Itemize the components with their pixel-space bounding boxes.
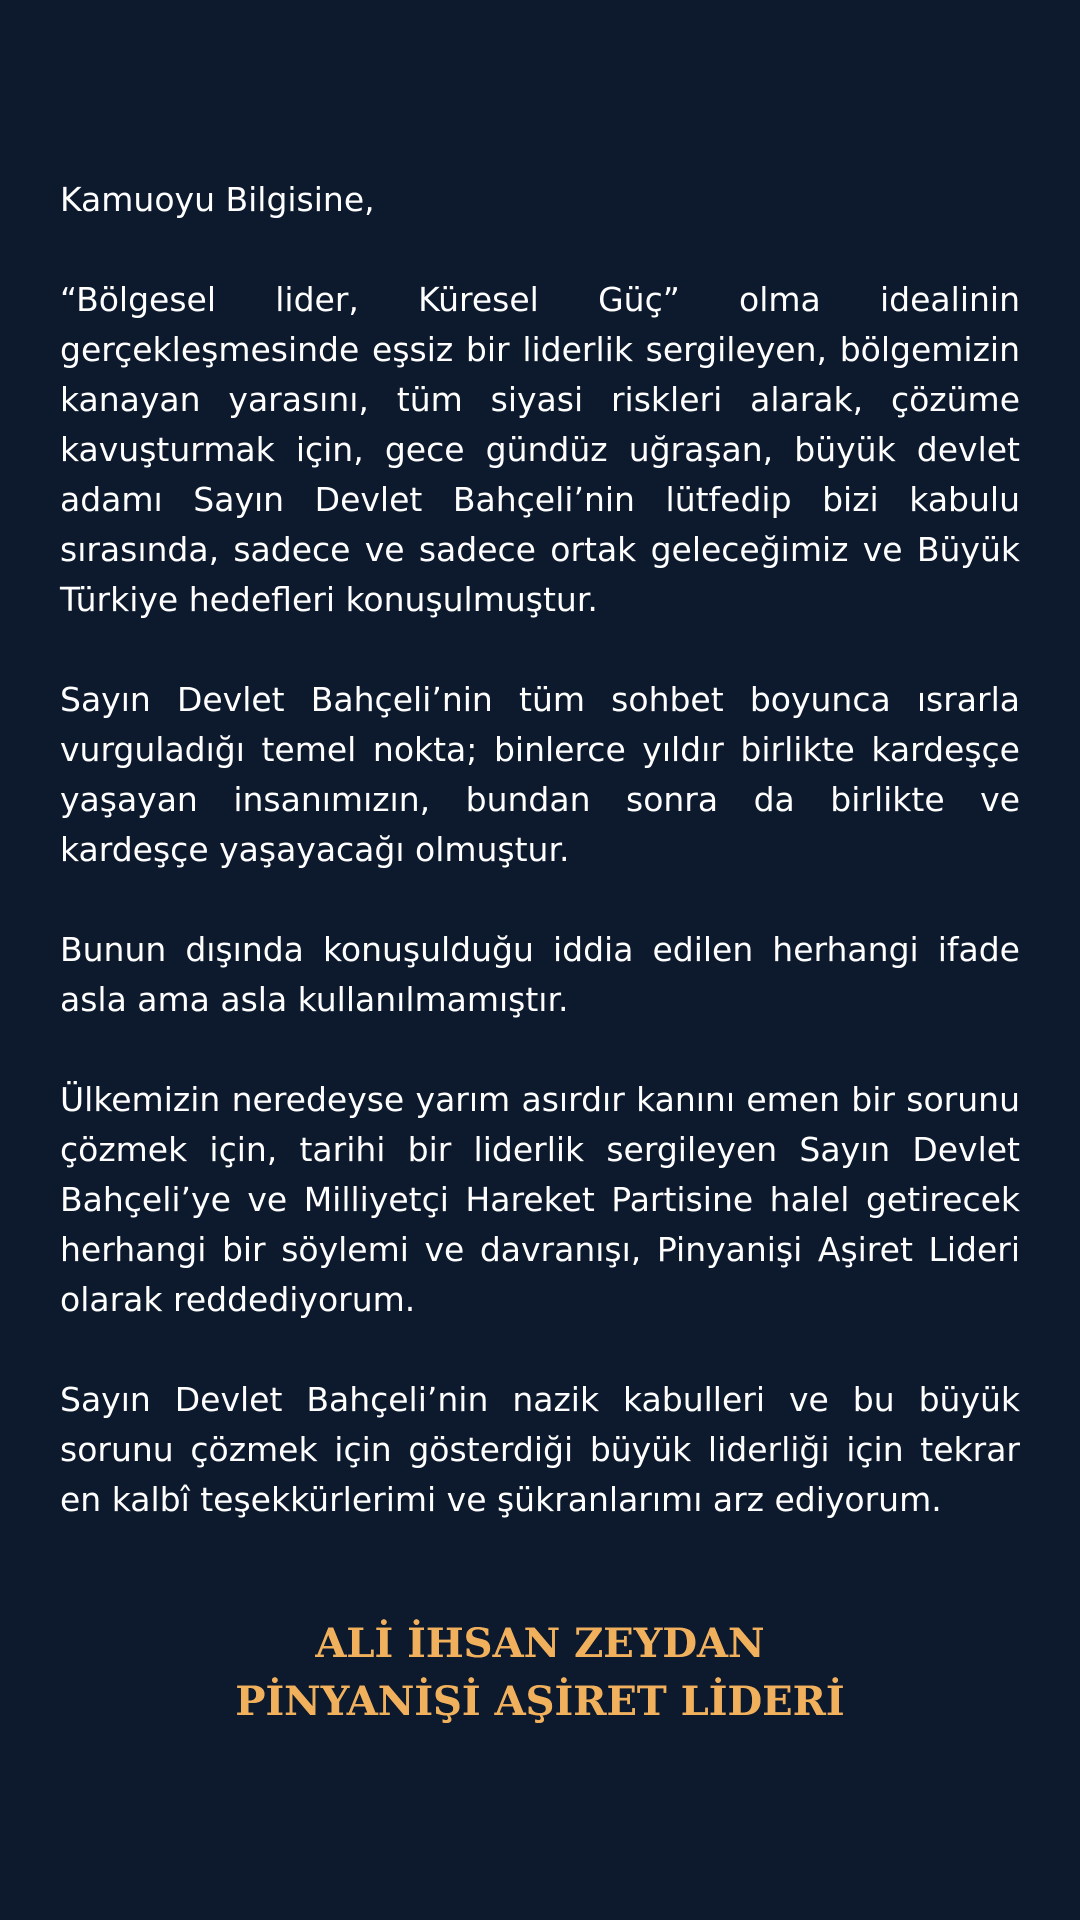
signature-name: ALİ İHSAN ZEYDAN xyxy=(0,1615,1080,1673)
paragraph-5: Sayın Devlet Bahçeli’nin nazik kabulleri ve bu büyük sorunu çözmek için gösterdiği büyük liderliği için tekrar en kalbî teşekkürlerimi ve şükranlarımı arz ediyorum. xyxy=(60,1380,1020,1519)
paragraph-4: Ülkemizin neredeyse yarım asırdır kanını emen bir sorunu çözmek için, tarihi bir liderlik sergileyen Sayın Devlet Bahçeli’ye ve Milliyetçi Hareket Partisine halel getirecek herhangi bir söylemi ve davranışı, Pinyanişi Aşiret Lideri olarak reddediyorum. xyxy=(60,1080,1020,1319)
statement-body xyxy=(60,175,1020,1575)
signature-block xyxy=(0,1615,1080,1731)
signature-title: PİNYANİŞİ AŞİRET LİDERİ xyxy=(0,1673,1080,1731)
paragraph-3: Bunun dışında konuşulduğu iddia edilen herhangi ifade asla ama asla kullanılmamıştır. xyxy=(60,930,1020,1019)
paragraph-1: “Bölgesel lider, Küresel Güç” olma idealinin gerçekleşmesinde eşsiz bir liderlik sergileyen, bölgemizin kanayan yarasını, tüm siyasi riskleri alarak, çözüme kavuşturmak için, gece gündüz uğraşan, büyük devlet adamı Sayın Devlet Bahçeli’nin lütfedip bizi kabulu sırasında, sadece ve sadece ortak geleceğimiz ve Büyük Türkiye hedefleri konuşulmuştur. xyxy=(60,280,1020,619)
paragraph-2: Sayın Devlet Bahçeli’nin tüm sohbet boyunca ısrarla vurguladığı temel nokta; binlerce yıldır birlikte kardeşçe yaşayan insanımızın, bundan sonra da birlikte ve kardeşçe yaşayacağı olmuştur. xyxy=(60,680,1020,869)
salutation: Kamuoyu Bilgisine, xyxy=(60,180,375,219)
